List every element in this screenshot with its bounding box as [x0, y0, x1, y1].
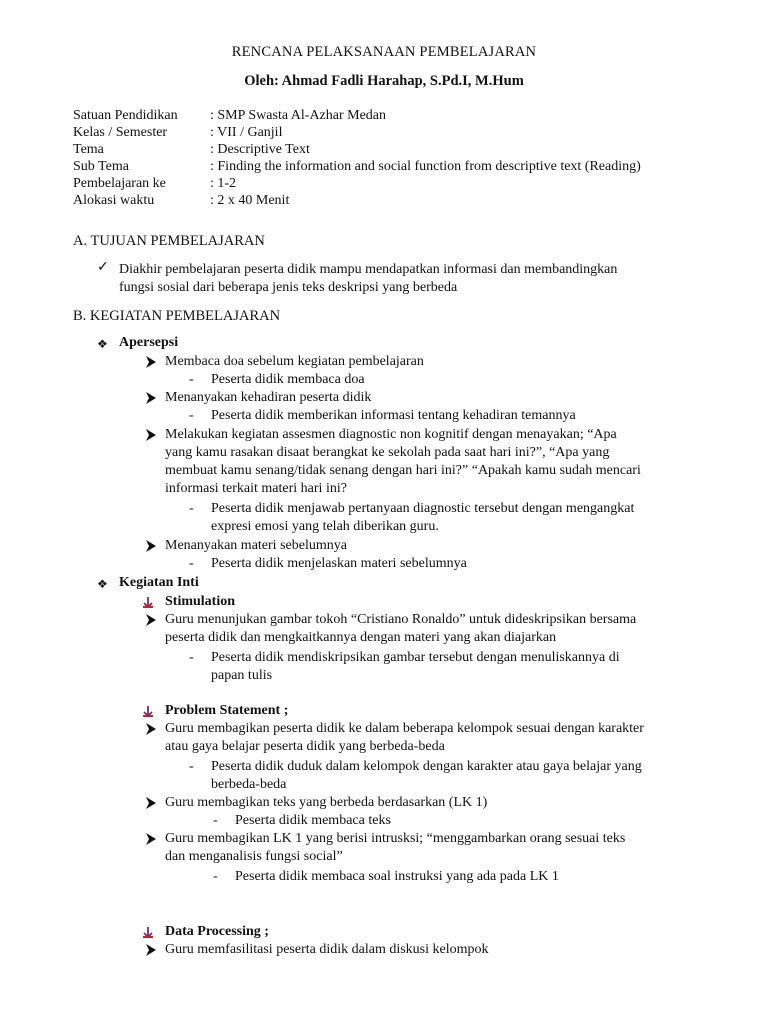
objective-line: Diakhir pembelajaran peserta didik mampu mendapatkan informasi dan membandingkan — [119, 262, 618, 277]
activity-sub-line: expresi emosi yang telah diberikan guru. — [211, 519, 439, 534]
activity-line: informasi terkait materi hari ini? — [165, 481, 347, 496]
sub-arrow-icon — [142, 596, 154, 608]
activity-sub-line: papan tulis — [211, 668, 273, 683]
activity-line: yang kamu rasakan disaat berangkat ke sekolah pada saat hari ini?”, “Apa yang — [165, 445, 610, 460]
stimulation-heading: Stimulation — [165, 594, 236, 609]
apersepsi-heading: Apersepsi — [119, 335, 179, 350]
meta-value: : Descriptive Text — [210, 142, 310, 157]
meta-label: Kelas / Semester — [73, 125, 168, 140]
activity-line: membuat kamu senang/tidak senang dengan hari ini?” “Apakah kamu sudah mencari — [165, 463, 641, 478]
activity-sub-line: Peserta didik membaca teks — [235, 813, 391, 828]
dash-bullet: - — [189, 408, 194, 423]
arrow-bullet-icon — [145, 356, 157, 368]
dash-bullet: - — [189, 759, 194, 774]
arrow-bullet-icon — [145, 614, 157, 626]
activity-line: dan menganalisis fungsi social” — [165, 849, 343, 864]
meta-value: : Finding the information and social function from descriptive text (Reading) — [210, 159, 641, 174]
activity-line: Guru membagikan peserta didik ke dalam beberapa kelompok sesuai dengan karakter — [165, 721, 644, 736]
diamond-bullet-icon: ❖ — [97, 337, 108, 351]
meta-value: : 1-2 — [210, 176, 237, 191]
arrow-bullet-icon — [145, 429, 157, 441]
activity-sub-line: Peserta didik duduk dalam kelompok dengan karakter atau gaya belajar yang — [211, 759, 642, 774]
arrow-bullet-icon — [145, 833, 157, 845]
activity-line: Melakukan kegiatan assesmen diagnostic non kognitif dengan menayakan; “Apa — [165, 427, 617, 442]
meta-row — [73, 124, 641, 141]
meta-label: Satuan Pendidikan — [73, 108, 178, 123]
activity-line: Menanyakan materi sebelumnya — [165, 538, 347, 553]
meta-label: Alokasi waktu — [73, 193, 155, 208]
document-author: Oleh: Ahmad Fadli Harahap, S.Pd.I, M.Hum — [244, 73, 524, 89]
arrow-bullet-icon — [145, 797, 157, 809]
objective-line: fungsi sosial dari beberapa jenis teks deskripsi yang berbeda — [119, 280, 458, 295]
meta-row — [73, 158, 641, 175]
arrow-bullet-icon — [145, 540, 157, 552]
section-a-heading: A. TUJUAN PEMBELAJARAN — [73, 233, 265, 249]
arrow-bullet-icon — [145, 392, 157, 404]
activity-line: Guru membagikan LK 1 yang berisi intrusksi; “menggambarkan orang sesuai teks — [165, 831, 626, 846]
activity-sub-line: Peserta didik mendiskripsikan gambar tersebut dengan menuliskannya di — [211, 650, 620, 665]
meta-value: : SMP Swasta Al-Azhar Medan — [210, 108, 387, 123]
problem-statement-heading: Problem Statement ; — [165, 703, 289, 718]
activity-sub-line: Peserta didik menjelaskan materi sebelumnya — [211, 556, 467, 571]
activity-sub-line: Peserta didik memberikan informasi tentang kehadiran temannya — [211, 408, 576, 423]
activity-sub-line: Peserta didik menjawab pertanyaan diagnostic tersebut dengan mengangkat — [211, 501, 635, 516]
meta-value: : 2 x 40 Menit — [210, 193, 290, 208]
activity-line: Guru membagikan teks yang berbeda berdasarkan (LK 1) — [165, 795, 488, 810]
data-processing-heading: Data Processing ; — [165, 924, 269, 939]
activity-sub-line: Peserta didik membaca soal instruksi yang ada pada LK 1 — [235, 869, 559, 884]
activity-sub-line: berbeda-beda — [211, 777, 287, 792]
activity-line: Guru memfasilitasi peserta didik dalam diskusi kelompok — [165, 942, 489, 957]
dash-bullet: - — [213, 813, 218, 828]
meta-label: Pembelajaran ke — [73, 176, 166, 191]
document-title: RENCANA PELAKSANAAN PEMBELAJARAN — [231, 44, 537, 60]
checkmark-icon: ✓ — [97, 260, 109, 275]
identity-table — [73, 107, 641, 209]
meta-label: Sub Tema — [73, 159, 129, 174]
dash-bullet: - — [189, 501, 194, 516]
dash-bullet: - — [213, 869, 218, 884]
diamond-bullet-icon: ❖ — [97, 577, 108, 591]
meta-row — [73, 107, 641, 124]
section-b-heading: B. KEGIATAN PEMBELAJARAN — [73, 308, 281, 324]
meta-row — [73, 141, 641, 158]
activity-line: Guru menunjukan gambar tokoh “Cristiano Ronaldo” untuk dideskripsikan bersama — [165, 612, 637, 627]
arrow-bullet-icon — [145, 723, 157, 735]
sub-arrow-icon — [142, 926, 154, 938]
kegiatan-inti-heading: Kegiatan Inti — [119, 575, 199, 590]
activity-line: peserta didik dan mengkaitkannya dengan materi yang akan diajarkan — [165, 630, 557, 645]
activity-line: Membaca doa sebelum kegiatan pembelajaran — [165, 354, 424, 369]
meta-row — [73, 192, 641, 209]
dash-bullet: - — [189, 650, 194, 665]
dash-bullet: - — [189, 372, 194, 387]
dash-bullet: - — [189, 556, 194, 571]
meta-label: Tema — [73, 142, 104, 157]
sub-arrow-icon — [142, 705, 154, 717]
meta-value: : VII / Ganjil — [210, 125, 283, 140]
meta-row — [73, 175, 641, 192]
activity-line: Menanyakan kehadiran peserta didik — [165, 390, 372, 405]
activity-sub-line: Peserta didik membaca doa — [211, 372, 365, 387]
activity-line: atau gaya belajar peserta didik yang berbeda-beda — [165, 739, 445, 754]
arrow-bullet-icon — [145, 944, 157, 956]
